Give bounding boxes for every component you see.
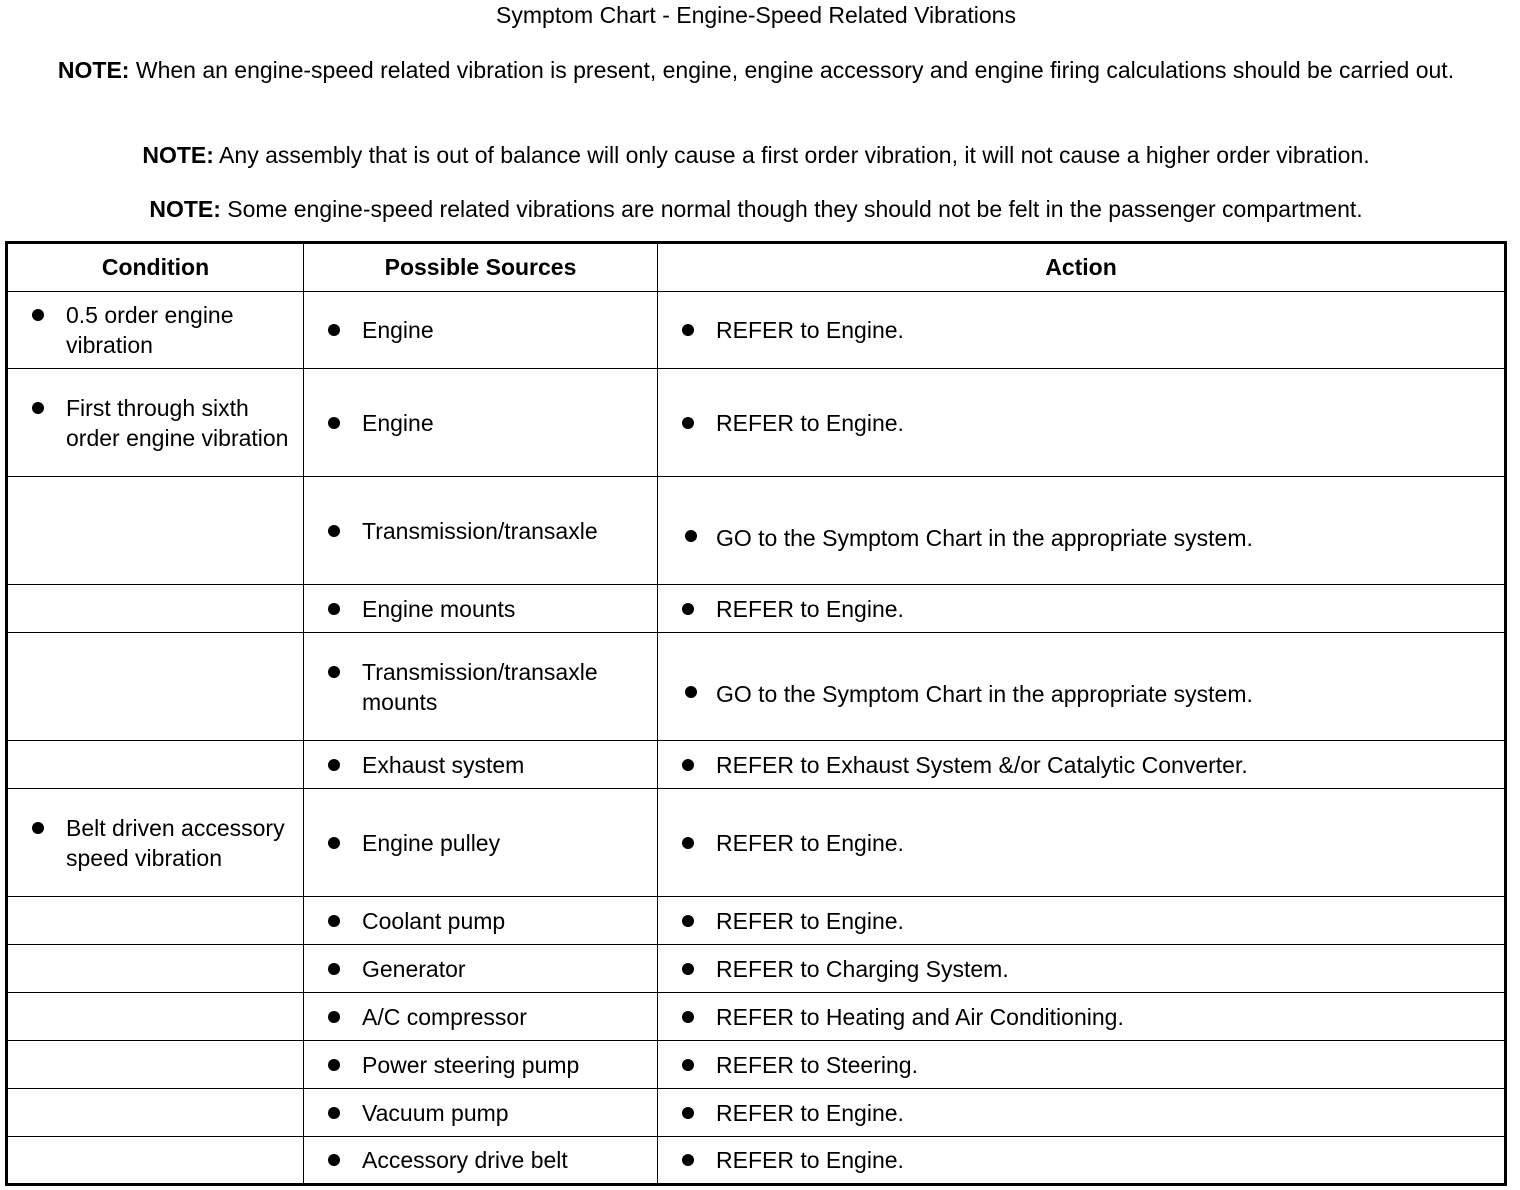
action-entry [658,954,1504,984]
source-text: Engine mounts [362,595,516,622]
note-label: NOTE: [57,57,130,83]
action-text: REFER to Engine. [716,317,904,343]
action-cell [658,292,1506,369]
source-cell [304,945,658,993]
condition-entry [8,813,303,873]
source-entry [304,594,657,624]
condition-cell [7,585,304,633]
bullet-icon [32,822,44,834]
table-row [7,369,1506,477]
condition-cell [7,993,304,1041]
action-cell [658,1089,1506,1137]
source-entry [304,1050,657,1080]
source-text: Accessory drive belt [362,1147,568,1173]
action-entry [658,408,1504,438]
source-entry [304,408,657,438]
condition-text: Belt driven accessory speed vibration [66,814,285,871]
condition-cell [7,477,304,585]
bullet-icon [682,1154,694,1166]
condition-entry [8,393,303,453]
table-row [7,1137,1506,1185]
table-row [7,633,1506,741]
action-entry [658,906,1504,936]
table-row [7,477,1506,585]
source-entry [304,954,657,984]
bullet-icon [328,915,340,927]
source-text: Coolant pump [362,907,506,934]
source-entry [304,1098,657,1128]
action-text: REFER to Engine. [716,907,904,934]
bullet-icon [682,324,694,336]
action-text: REFER to Charging System. [716,955,1009,982]
bullet-icon [682,603,694,615]
symptom-table [5,241,1507,1186]
table-row [7,1041,1506,1089]
header-possible-sources: Possible Sources [304,243,658,292]
action-text: REFER to Steering. [716,1051,918,1078]
bullet-icon [328,1059,340,1071]
table-row [7,1089,1506,1137]
source-cell [304,633,658,741]
condition-entry [8,300,303,360]
source-cell [304,1137,658,1185]
bullet-icon [682,417,694,429]
action-entry [658,750,1504,780]
condition-cell [7,1089,304,1137]
action-text: REFER to Engine. [716,595,904,622]
table-row [7,585,1506,633]
condition-cell [7,633,304,741]
bullet-icon [685,686,697,698]
condition-text: First through sixth order engine vibration [66,394,289,451]
bullet-icon [328,525,340,537]
action-text: REFER to Exhaust System &/or Catalytic Converter. [716,751,1248,778]
source-text: Exhaust system [362,751,525,778]
bullet-icon [328,963,340,975]
source-cell [304,1041,658,1089]
source-text: Transmission/transaxle mounts [362,658,598,715]
action-cell [658,897,1506,945]
source-text: Engine pulley [362,829,501,856]
condition-cell [7,945,304,993]
source-entry [304,315,657,345]
action-entry [658,828,1504,858]
source-cell [304,369,658,477]
source-text: Vacuum pump [362,1099,509,1126]
bullet-icon [328,759,340,771]
action-text: REFER to Engine. [716,829,904,856]
source-entry [304,750,657,780]
note-label: NOTE: [149,196,221,222]
source-cell [304,1089,658,1137]
action-text: REFER to Engine. [716,409,904,436]
source-entry [304,1002,657,1032]
action-entry [658,1050,1504,1080]
source-text: Engine [362,409,434,436]
action-entry [658,1002,1504,1032]
table-header-row [7,243,1506,292]
page-title: Symptom Chart - Engine-Speed Related Vibrations [496,2,1016,28]
source-cell [304,789,658,897]
action-text: REFER to Engine. [716,1099,904,1126]
source-text: A/C compressor [362,1003,527,1030]
source-entry [304,906,657,936]
action-cell [658,741,1506,789]
condition-text: 0.5 order engine vibration [66,302,234,358]
header-condition: Condition [7,243,304,292]
action-text: GO to the Symptom Chart in the appropriate system. [716,680,1253,707]
note-text: When an engine-speed related vibration is present, engine, engine accessory and engine firing calculations should be carried out. [129,57,1455,83]
bullet-icon [328,1107,340,1119]
action-cell [658,633,1506,741]
source-entry [304,516,657,546]
action-text: GO to the Symptom Chart in the appropriate system. [716,524,1253,551]
bullet-icon [682,1107,694,1119]
bullet-icon [328,417,340,429]
note-text: Some engine-speed related vibrations are normal though they should not be felt in the passenger compartment. [220,196,1363,222]
bullet-icon [682,1011,694,1023]
bullet-icon [328,837,340,849]
action-cell [658,477,1506,585]
note-1 [14,55,1498,85]
table-row [7,945,1506,993]
source-cell [304,292,658,369]
action-cell [658,369,1506,477]
action-entry [658,315,1504,345]
condition-cell [7,369,304,477]
condition-cell [7,292,304,369]
action-entry [658,1098,1504,1128]
action-text: REFER to Heating and Air Conditioning. [716,1003,1124,1030]
table-row [7,897,1506,945]
table-row [7,789,1506,897]
bullet-icon [328,324,340,336]
action-cell [658,993,1506,1041]
action-cell [658,945,1506,993]
note-2 [14,140,1498,170]
bullet-icon [685,530,697,542]
source-text: Generator [362,955,466,982]
bullet-icon [682,1059,694,1071]
source-cell [304,585,658,633]
action-cell [658,1137,1506,1185]
table-row [7,292,1506,369]
bullet-icon [682,759,694,771]
action-entry [658,1145,1504,1175]
source-entry [304,657,657,717]
bullet-icon [32,402,44,414]
bullet-icon [682,915,694,927]
table-body [7,292,1506,1185]
source-text: Power steering pump [362,1051,580,1078]
source-text: Transmission/transaxle [362,517,598,544]
note-3 [14,194,1498,224]
bullet-icon [32,309,44,321]
action-cell [658,1041,1506,1089]
action-cell [658,585,1506,633]
source-entry [304,1145,657,1175]
bullet-icon [328,666,340,678]
header-action: Action [658,243,1506,292]
condition-cell [7,897,304,945]
note-label: NOTE: [142,142,214,168]
table-row [7,741,1506,789]
action-text: REFER to Engine. [716,1147,904,1173]
source-text: Engine [362,317,434,343]
action-cell [658,789,1506,897]
bullet-icon [328,1154,340,1166]
condition-cell [7,741,304,789]
action-entry [658,509,1504,553]
condition-cell [7,1041,304,1089]
note-text: Any assembly that is out of balance will only cause a first order vibration, it will not cause a higher order vibration. [213,142,1370,168]
table-row [7,993,1506,1041]
action-entry [658,665,1504,709]
bullet-icon [328,603,340,615]
source-cell [304,993,658,1041]
bullet-icon [328,1011,340,1023]
source-cell [304,477,658,585]
action-entry [658,594,1504,624]
condition-cell [7,1137,304,1185]
bullet-icon [682,963,694,975]
condition-cell [7,789,304,897]
source-cell [304,741,658,789]
bullet-icon [682,837,694,849]
source-entry [304,828,657,858]
source-cell [304,897,658,945]
